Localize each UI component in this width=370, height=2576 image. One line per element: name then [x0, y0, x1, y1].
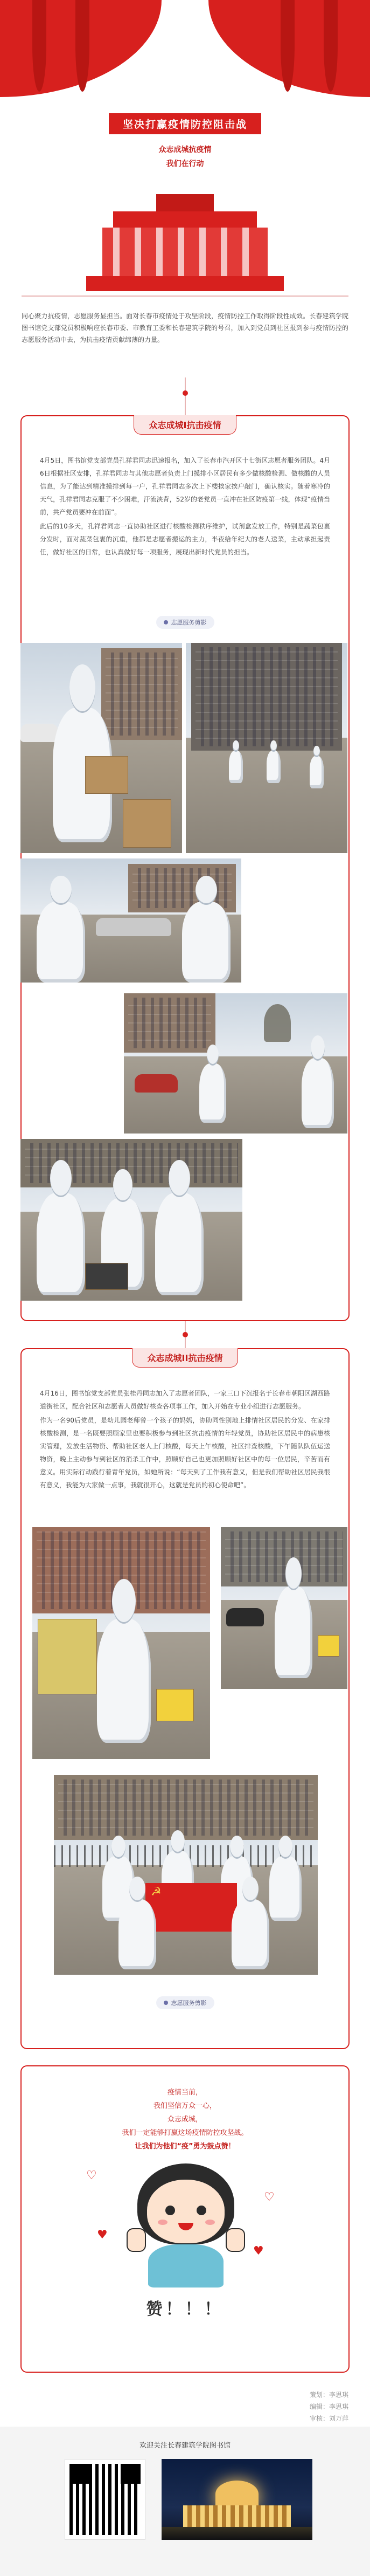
praise-text: 赞！！！ [146, 2300, 224, 2319]
footer-title: 欢迎关注长春建筑学院图书馆 [139, 2442, 231, 2450]
great-hall-illustration [86, 189, 284, 291]
tag-label: 志愿服务剪影 [171, 619, 207, 626]
heart-icon: ♡ [86, 2169, 97, 2182]
photo-distributing-supplies [20, 1139, 242, 1301]
subtitle-line-1: 众志成城抗疫情 [158, 146, 212, 154]
connector-line [185, 377, 186, 415]
credit-planner: 策划：李思琪 [309, 2391, 348, 2399]
heart-icon: ♡ [264, 2190, 275, 2204]
closing-card [20, 2065, 350, 2373]
photo-group-party-flag [54, 1775, 318, 1975]
heart-icon: ♥ [97, 2228, 108, 2242]
credit-editor: 编辑：李思琪 [309, 2403, 348, 2410]
section-2-paragraph: 4月16日，图书馆党支部党员张桂丹同志加入了志愿者团队，一家三口下沉报名于长春市朝阳区湖西路道街社区，配合社区和志愿者人员做好核查各项事工作，加入开始在专业小组进行志愿服务。 [40, 1390, 330, 1410]
photo-volunteers-street [20, 858, 241, 983]
curtain-fold [281, 0, 295, 92]
thumbs-up-girl-illustration [127, 2163, 245, 2288]
dot-icon [164, 2001, 168, 2005]
header-divider [22, 296, 348, 297]
section-2-paragraph: 作为一名90后党员，是幼儿园老师曾一个孩子的妈妈，协助同性别地上排情社区居民的分发、在家排核酸检测，是一名既要照顾家里也要积极参与到社区抗击疫情的年轻党员，协助社区居民中的病患核实管理，发放生活物资、帮助社区老人上门核酸，每天上午核酸，社区排查核酸，下午随队队伍运送物资，晚上主动参与到社区的消杀工作中，照顾好自己也更加照顾好社区中的每一位居民，辛苦而有意义。用实际行动践行着青年党员，如她所说：“每天到了工作我有意义，但是我们帮助社区居民我很有意义，我能为大家做一点事，我就很开心，这就是党员的初心使命吧”。 [40, 1417, 330, 1489]
connector-dot [183, 390, 188, 396]
section-card-2 [20, 1348, 350, 2049]
section-1-text [40, 454, 330, 560]
closing-message [22, 2086, 348, 2153]
photo-community-yard [124, 993, 347, 1134]
section-card-1 [20, 415, 350, 1321]
closing-line: 众志成城， [167, 2115, 203, 2124]
closing-line: 我们一定能够打赢这场疫情防控攻坚战。 [122, 2129, 248, 2137]
photo-residential-building [186, 643, 347, 853]
photo-volunteer-supplies [32, 1527, 210, 1759]
section-1-tag [156, 616, 214, 629]
credit-reviewer: 审核：刘万萍 [309, 2415, 348, 2422]
dot-icon [164, 620, 168, 624]
credits [310, 2389, 348, 2424]
section-1-paragraph: 此后的10多天，孔祥君同志一直协助社区进行核酸检测秩序维护，试剂盒发放工作，特别是蔬菜包裹分发时，面对蔬菜包裹的沉重，他都是志愿者搬运的主力，半夜给年纪大的老人送菜，主动承担起责任，做好社区的日常，也认真做好每一项服务，展现出新时代党员的担当。 [40, 523, 330, 556]
closing-line-emphasis: 让我们为他们“疫”勇为鼓点赞！ [135, 2142, 235, 2151]
footer [0, 2427, 370, 2576]
section-1-title: 众志成城I抗击疫情 [134, 415, 237, 435]
section-2-tag [156, 1996, 214, 2009]
subtitle-line-2: 我们在行动 [166, 160, 204, 168]
photo-volunteer-standing [221, 1527, 347, 1689]
library-night-photo [162, 2459, 312, 2540]
closing-line: 我们坚信万众一心， [153, 2102, 217, 2110]
curtain-fold [324, 0, 338, 92]
qr-code[interactable] [65, 2459, 145, 2540]
page-title: 坚决打赢疫情防控阻击战 [109, 113, 261, 134]
photo-volunteer-carrying-boxes [20, 643, 182, 853]
header-center [0, 113, 370, 171]
tag-label: 志愿服务剪影 [171, 2000, 207, 2007]
header-subtitle [0, 143, 370, 171]
connector-dot [183, 1332, 188, 1337]
section-1-paragraph: 4月5日，图书馆党支部党员孔祥君同志迅速报名，加入了长春市汽开区十七街区志愿者服务团队。4月6日根据社区安排，孔祥君同志与其他志愿者负责上门摸排小区居民有多少做核酸检测、做核酸的人员信息，为了能达到精准摸排到每一户，孔祥君同志多次上下楼挨家挨户敲门，确认核实。随着寒冷的天气，孔祥君同志克服了不少困难，汗流浃背，52岁的老党员一直冲在社区防疫第一线，体现“疫情当前，共产党员要冲在前面”。 [40, 457, 330, 516]
heart-icon: ♥ [253, 2244, 264, 2258]
header-banner [0, 0, 370, 302]
curtain-fold [32, 0, 46, 92]
section-2-text [40, 1387, 330, 1493]
intro-paragraph: 同心聚力抗疫情，志愿服务显担当。面对长春市疫情处于攻坚阶段，疫情防控工作取得阶段性成效。长春建筑学院图书馆党支部党员积极响应长春市委、市教育工委和长春建筑学院的号召，加入到党员到社区报到参与疫情防控的志愿服务活动中去，为抗击疫情贡献绵薄的力量。 [22, 312, 348, 344]
curtain-fold [75, 0, 89, 92]
closing-line: 疫情当前， [167, 2089, 203, 2097]
section-2-title: 众志成城II抗击疫情 [132, 1348, 239, 1368]
